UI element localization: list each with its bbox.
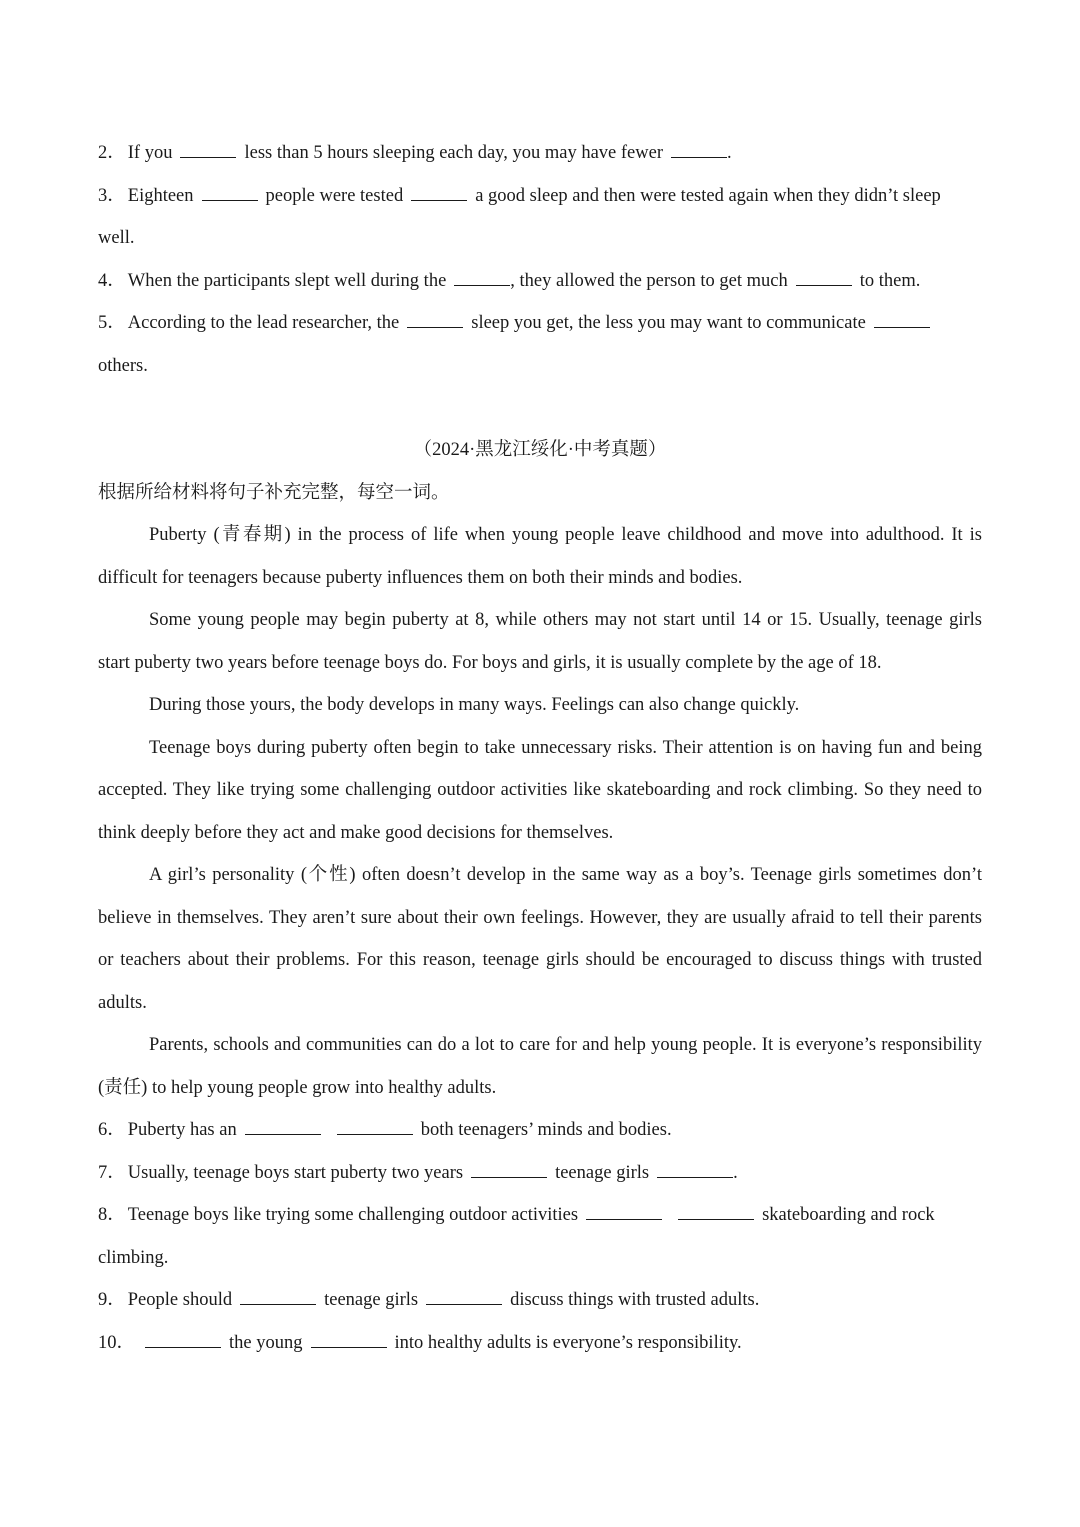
answer-blank[interactable] (311, 1331, 387, 1348)
question-text: teenage girls (324, 1290, 419, 1310)
question-text: teenage girls (555, 1162, 650, 1183)
question-text: , they allowed the person to get much (510, 270, 788, 291)
question-number: 10． (98, 1332, 136, 1353)
question-text: Eighteen (127, 185, 194, 206)
question-7 (98, 1152, 982, 1195)
question-text: others. (98, 355, 148, 376)
question-number: 2． (98, 143, 126, 163)
section-spacer (98, 387, 982, 429)
question-text: When the participants slept well during the (127, 270, 447, 291)
answer-blank[interactable] (407, 311, 463, 328)
answer-blank[interactable] (471, 1161, 547, 1178)
question-5-continued (98, 345, 982, 388)
answer-blank[interactable] (202, 184, 258, 201)
question-text: According to the lead researcher, the (127, 313, 400, 333)
answer-blank[interactable] (245, 1118, 321, 1135)
question-text: to them. (859, 270, 921, 291)
question-4 (98, 260, 982, 303)
question-text: Teenage boys like trying some challenging outdoor activities (127, 1205, 579, 1225)
question-text: climbing. (98, 1247, 169, 1268)
answer-blank[interactable] (586, 1203, 662, 1220)
source-header: （2024·黑龙江绥化·中考真题） (413, 440, 667, 460)
question-3-continued (98, 217, 982, 260)
question-text: a good sleep and then were tested again when they didn’t sleep (475, 185, 941, 206)
question-2 (98, 132, 982, 175)
question-text: into healthy adults is everyone’s responsibility. (394, 1332, 742, 1353)
passage-paragraph: During those yours, the body develops in many ways. Feelings can also change quickly. (149, 695, 800, 715)
question-number: 7． (98, 1162, 126, 1183)
answer-blank[interactable] (678, 1203, 754, 1220)
question-number: 5． (98, 313, 126, 333)
answer-blank[interactable] (796, 269, 852, 286)
answer-blank[interactable] (874, 311, 930, 328)
instruction: 根据所给材料将句子补充完整，每空一词。 (98, 482, 450, 503)
question-3 (98, 175, 982, 218)
question-text: skateboarding and rock (762, 1205, 935, 1225)
question-5 (98, 302, 982, 345)
question-text: Usually, teenage boys start puberty two years (127, 1162, 464, 1183)
question-text: . (733, 1162, 738, 1183)
passage-paragraph: A girl’s personality (个性) often doesn’t develop in the same way as a boy’s. Teenage girls sometimes don’t believe in themselves. They aren’t sure about their own feelings. However, they are usually afraid to tell their parents or teachers about their problems. For this reason, teenage girls should be encouraged to discuss things with trusted adults. (98, 865, 982, 1013)
question-text: both teenagers’ minds and bodies. (420, 1120, 672, 1140)
question-9 (98, 1279, 982, 1322)
question-text: the young (229, 1332, 303, 1353)
question-text: sleep you get, the less you may want to communicate (471, 313, 866, 333)
passage-paragraph: Some young people may begin puberty at 8, while others may not start until 14 or 15. Usually, teenage girls start puberty two years before teenage boys do. For boys and girls, it is usually complete by the age of 18. (98, 610, 982, 673)
question-text: Puberty has an (127, 1120, 237, 1140)
document-page (98, 132, 982, 1364)
answer-blank[interactable] (454, 269, 510, 286)
answer-blank[interactable] (180, 141, 236, 158)
question-text: If you (127, 143, 173, 163)
passage-paragraph: Teenage boys during puberty often begin to take unnecessary risks. Their attention is on having fun and being accepted. They like trying some challenging outdoor activities like skateboarding and rock climbing. So they need to think deeply before they act and make good decisions for themselves. (98, 737, 982, 843)
answer-blank[interactable] (411, 184, 467, 201)
question-8-continued (98, 1237, 982, 1280)
question-text: well. (98, 228, 135, 248)
answer-blank[interactable] (657, 1161, 733, 1178)
answer-blank[interactable] (145, 1331, 221, 1348)
question-8 (98, 1194, 982, 1237)
answer-blank[interactable] (426, 1288, 502, 1305)
answer-blank[interactable] (671, 141, 727, 158)
passage-paragraph: Puberty (青春期) in the process of life when young people leave childhood and move into adulthood. It is difficult for teenagers because puberty influences them on both their minds and bodies. (98, 525, 982, 588)
answer-blank[interactable] (337, 1118, 413, 1135)
question-text: less than 5 hours sleeping each day, you may have fewer (244, 143, 663, 163)
answer-blank[interactable] (240, 1288, 316, 1305)
question-number: 8． (98, 1205, 126, 1225)
question-text: . (726, 143, 732, 163)
question-number: 4． (98, 270, 126, 291)
passage-paragraph: Parents, schools and communities can do a lot to care for and help young people. It is everyone’s responsibility (责任) to help young people grow into healthy adults. (98, 1035, 982, 1098)
question-number: 3． (98, 185, 126, 206)
question-text: People should (127, 1290, 233, 1310)
question-text: people were tested (265, 185, 404, 206)
question-10 (98, 1322, 982, 1365)
question-number: 9． (98, 1290, 126, 1310)
question-text: discuss things with trusted adults. (510, 1290, 760, 1310)
question-number: 6． (98, 1120, 126, 1140)
question-6 (98, 1109, 982, 1152)
